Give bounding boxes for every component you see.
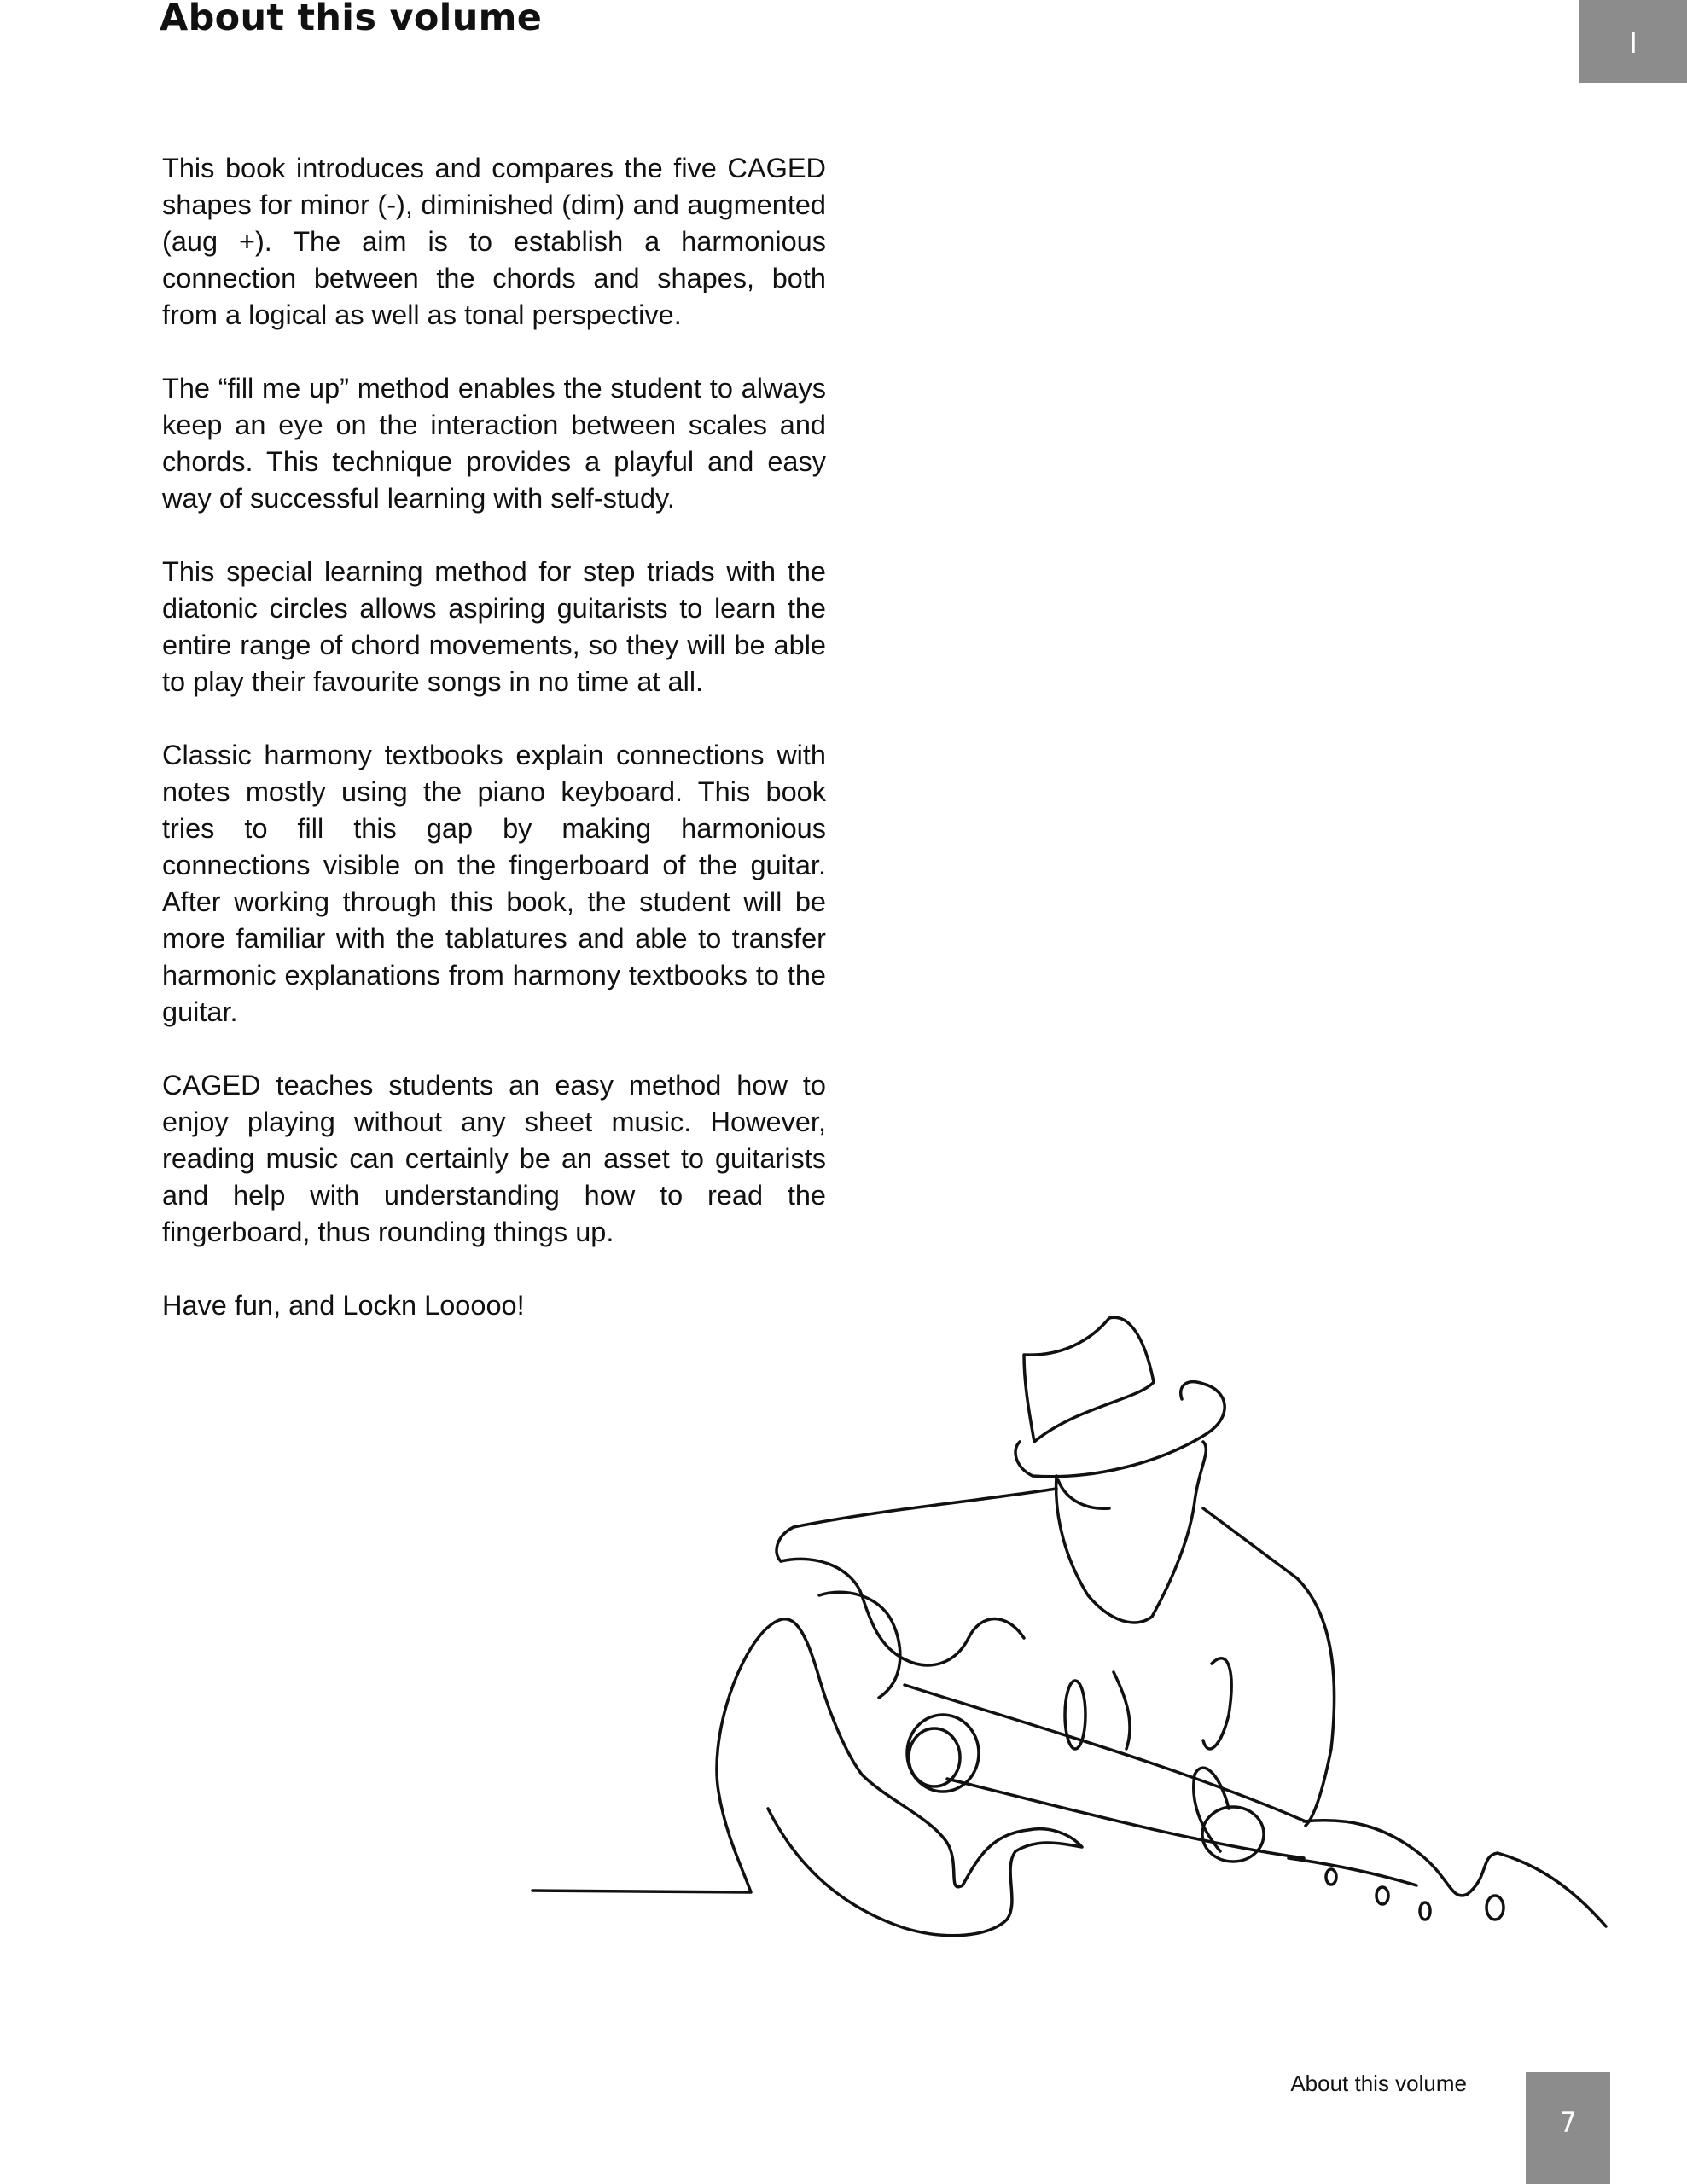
footer-section-label: About this volume bbox=[1290, 2071, 1467, 2096]
strumming-arm bbox=[781, 1559, 1024, 1664]
paragraph-closing: Have fun, and Lockn Looooo! bbox=[162, 1290, 525, 1321]
elbow-loop bbox=[1203, 1658, 1231, 1749]
paragraph-harmony-textbooks: Classic harmony textbooks explain connections with notes mostly using the piano keyboard. This book tries to fill this gap by making harmonious connections visible on the fingerboard of the guitar. After working through this book, the student will be more familiar with the tablatures and able to transfer harmonic explanations from harmony textbooks to the guitar. bbox=[162, 740, 826, 1027]
paragraph-fill-me-up: The “fill me up” method enables the student to always keep an eye on the interaction between scales and chords. This technique provides a playful and easy way of successful learning with self-study. bbox=[162, 373, 826, 514]
torso-front bbox=[777, 1489, 1056, 1561]
fretting-hand bbox=[1202, 1807, 1264, 1862]
tuner-peg bbox=[1420, 1902, 1430, 1920]
strumming-hand bbox=[819, 1592, 900, 1698]
guitar-neck-upper bbox=[905, 1685, 1306, 1821]
paragraph-caged-intro: This book introduces and compares the five CAGED shapes for minor (-), diminished (dim) and augmented (aug +). The aim is to establish a harmonious connection between the chords and shapes, both from a logical as well as tonal perspective. bbox=[162, 153, 826, 330]
face-shade bbox=[1058, 1480, 1109, 1508]
sound-hole-inner bbox=[909, 1728, 960, 1786]
page-title: About this volume bbox=[160, 0, 543, 39]
tuner-peg bbox=[1326, 1869, 1336, 1885]
guitar-string-end bbox=[1289, 1858, 1416, 1885]
head-outline bbox=[1056, 1442, 1207, 1623]
guitarist-illustration bbox=[512, 1297, 1621, 1945]
hat-brim bbox=[1015, 1382, 1225, 1477]
arm-crease bbox=[1114, 1672, 1130, 1749]
paragraph-step-triads: This special learning method for step triads with the diatonic circles allows aspiring guitarists to learn the entire range of chord movements, so they will be able to play their favourite songs in no time at all. bbox=[162, 556, 826, 697]
guitar-headstock bbox=[1304, 1821, 1606, 1926]
hat-crown bbox=[1024, 1317, 1154, 1442]
guitar-neck-lower bbox=[947, 1779, 1304, 1858]
paragraph-sheet-music: CAGED teaches students an easy method how to enjoy playing without any sheet music. However, reading music can certainly be an asset to guitarists and help with understanding how to read the fingerboard, thus rounding things up. bbox=[162, 1070, 826, 1247]
tuner-peg bbox=[1486, 1896, 1504, 1920]
body-text bbox=[162, 150, 826, 1361]
torso-back bbox=[1203, 1508, 1335, 1826]
chapter-tab: I bbox=[1579, 0, 1687, 83]
page-number: 7 bbox=[1526, 2072, 1610, 2184]
guitar-body-line bbox=[532, 1619, 1082, 1936]
tuner-peg bbox=[1376, 1887, 1388, 1904]
